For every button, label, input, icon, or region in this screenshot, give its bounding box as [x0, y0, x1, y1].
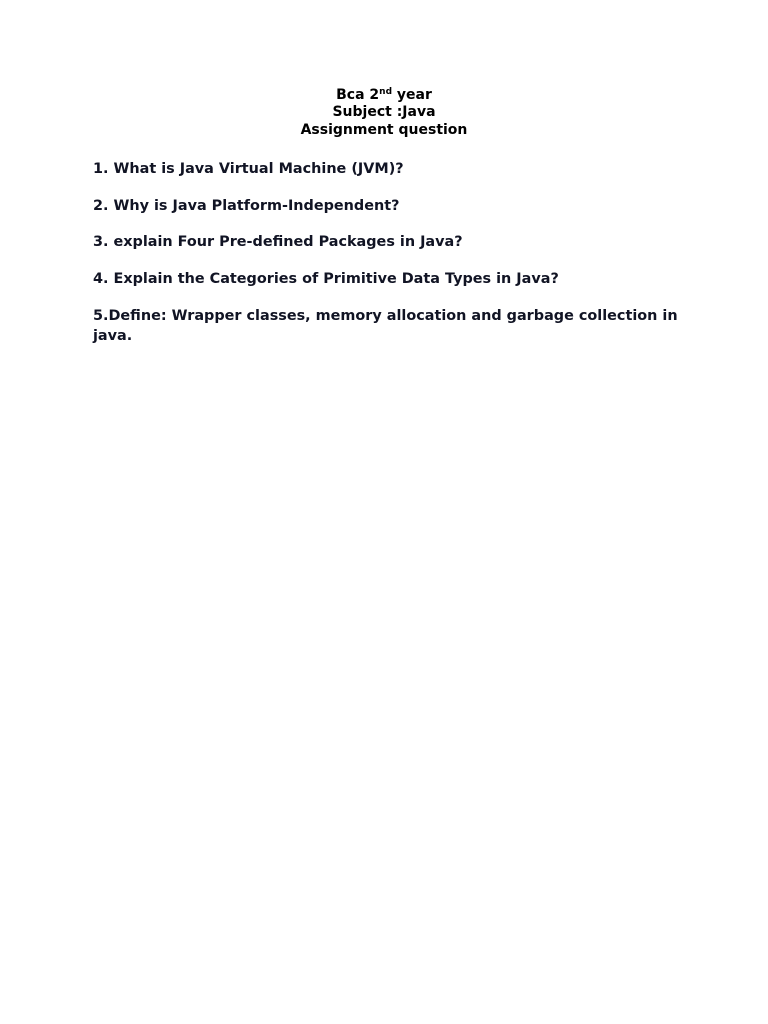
question-item: 1. What is Java Virtual Machine (JVM)? — [93, 161, 404, 177]
course-suffix: year — [392, 87, 432, 103]
question-item: 2. Why is Java Platform-Independent? — [93, 198, 400, 214]
subject-heading: Subject :Java — [332, 104, 436, 120]
course-heading — [0, 86, 768, 104]
course-ordinal-superscript: nd — [379, 87, 393, 97]
question-item: 5.Define: Wrapper classes, memory allocation and garbage collection in java. — [93, 308, 678, 344]
assignment-title: Assignment question — [300, 122, 468, 138]
question-item: 4. Explain the Categories of Primitive Data Types in Java? — [93, 271, 559, 287]
course-prefix: Bca 2 — [336, 87, 380, 103]
question-item: 3. explain Four Pre-defined Packages in Java? — [93, 234, 463, 250]
